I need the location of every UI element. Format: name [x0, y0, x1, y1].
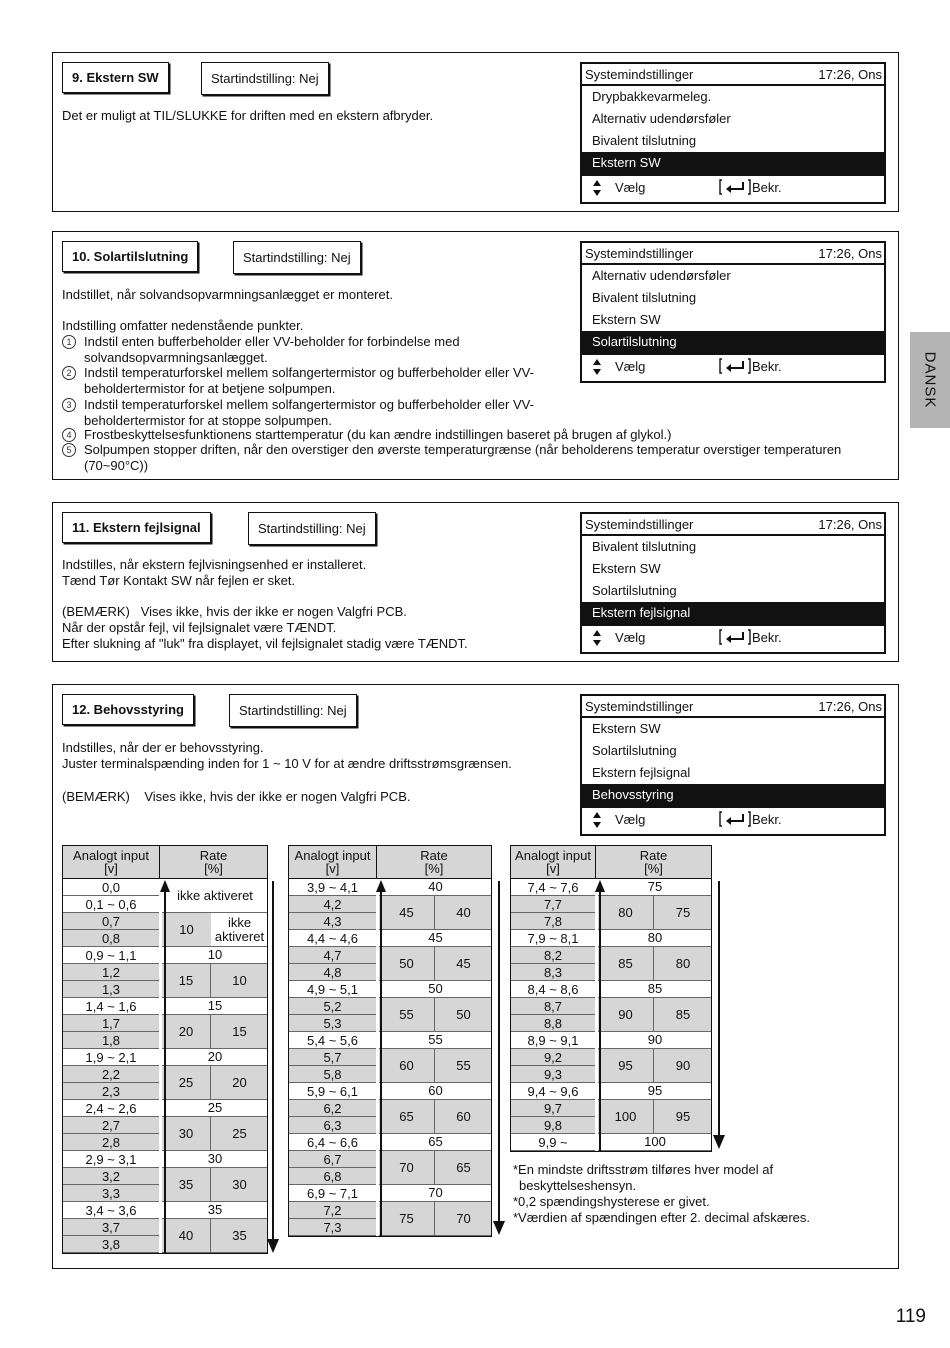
input-cell: 9,7	[511, 1100, 595, 1117]
header-line: Analogt input	[294, 848, 371, 863]
rate-down-value: 60	[435, 1100, 492, 1134]
input-cell: 3,9 ~ 4,1	[289, 879, 376, 896]
input-cell: 8,2	[511, 947, 595, 964]
rate-flat-value: 90	[598, 1032, 712, 1049]
input-cell: 8,9 ~ 9,1	[511, 1032, 595, 1049]
lcd-footer	[582, 806, 884, 830]
lcd-menu-item-selected: Solartilslutning	[582, 331, 884, 353]
rate-up-value: 65	[379, 1100, 435, 1134]
rate-flat-value: 85	[598, 981, 712, 998]
lcd-clock: 17:26, Ons	[818, 245, 882, 261]
rate-up-value: 10	[162, 913, 211, 947]
language-label: DANSK	[921, 351, 939, 409]
rate-up-value: 20	[162, 1015, 211, 1049]
input-cell: 9,2	[511, 1049, 595, 1066]
lcd-title: Systemindstillinger	[585, 66, 694, 82]
input-cell: 5,2	[289, 998, 376, 1015]
column-header-rate	[159, 845, 268, 879]
input-cell: 6,9 ~ 7,1	[289, 1185, 376, 1202]
input-cell: 3,7	[63, 1219, 159, 1236]
rate-down-value: 65	[435, 1151, 492, 1185]
rate-up-value: 30	[162, 1117, 211, 1151]
rate-down-value: 20	[211, 1066, 268, 1100]
input-cell: 6,2	[289, 1100, 376, 1117]
input-cell: 1,9 ~ 2,1	[63, 1049, 159, 1066]
up-arrow-icon	[160, 880, 170, 892]
section-ekstern-fejlsignal	[52, 502, 899, 662]
up-arrow-line	[380, 887, 382, 1236]
lcd-screen	[580, 62, 886, 204]
confirm-label: Bekr.	[752, 359, 782, 374]
up-down-arrows-icon	[592, 358, 602, 376]
input-cell: 6,7	[289, 1151, 376, 1168]
rate-flat-value: 100	[598, 1134, 712, 1151]
input-cell: 9,8	[511, 1117, 595, 1134]
rate-flat-value: 25	[162, 1100, 268, 1117]
section-ekstern-sw	[52, 52, 899, 212]
input-cell: 2,7	[63, 1117, 159, 1134]
up-arrow-icon	[595, 880, 605, 892]
lcd-header	[582, 243, 884, 265]
description-text: Når der opstår fejl, vil fejlsignalet være TÆNDT.	[62, 620, 337, 635]
lcd-title: Systemindstillinger	[585, 516, 694, 532]
note-text: (BEMÆRK) Vises ikke, hvis der ikke er nogen Valgfri PCB.	[62, 789, 411, 804]
input-cell: 1,4 ~ 1,6	[63, 998, 159, 1015]
rate-flat-value: 10	[162, 947, 268, 964]
item-text: Solpumpen stopper driften, når den overstiger den øverste temperaturgrænse (når beholderens temperatur overstiger temperaturen	[84, 442, 842, 457]
lcd-clock: 17:26, Ons	[818, 698, 882, 714]
lcd-menu-item: Solartilslutning	[592, 583, 677, 598]
item-number: 1	[62, 335, 76, 349]
rate-down-value: 95	[654, 1100, 712, 1134]
default-setting-box: Startindstilling: Nej	[248, 512, 376, 545]
header-line: Rate	[639, 848, 668, 863]
input-cell: 8,4 ~ 8,6	[511, 981, 595, 998]
section-behovsstyring	[52, 684, 899, 1269]
lcd-screen	[580, 694, 886, 836]
lcd-menu-item: Bivalent tilslutning	[592, 290, 697, 305]
input-cell: 0,1 ~ 0,6	[63, 896, 159, 913]
confirm-label: Bekr.	[752, 180, 782, 195]
input-cell: 1,3	[63, 981, 159, 998]
rate-disabled-label: ikke aktiveret	[162, 879, 268, 913]
input-cell: 7,9 ~ 8,1	[511, 930, 595, 947]
rate-up-value: 40	[162, 1219, 211, 1253]
rate-flat-value: 55	[379, 1032, 492, 1049]
rate-flat-value: 75	[598, 879, 712, 896]
header-line: Rate	[420, 848, 448, 863]
input-cell: 2,8	[63, 1134, 159, 1151]
input-cell: 0,7	[63, 913, 159, 930]
rate-flat-value: 30	[162, 1151, 268, 1168]
rate-down-value: 25	[211, 1117, 268, 1151]
input-cell: 4,7	[289, 947, 376, 964]
rate-flat-value: 35	[162, 1202, 268, 1219]
header-line: [%]	[204, 861, 223, 876]
rate-up-value: 15	[162, 964, 211, 998]
down-arrow-icon	[489, 881, 509, 1237]
lcd-menu-item: Alternativ udendørsføler	[592, 268, 731, 283]
description-text: Juster terminalspænding inden for 1 ~ 10 V for at ændre driftsstrømsgrænsen.	[62, 756, 512, 771]
input-cell: 4,8	[289, 964, 376, 981]
input-cell: 6,3	[289, 1117, 376, 1134]
rate-down-value	[211, 913, 268, 947]
input-cell: 2,9 ~ 3,1	[63, 1151, 159, 1168]
lcd-footer	[582, 624, 884, 648]
input-cell: 7,4 ~ 7,6	[511, 879, 595, 896]
input-cell: 0,8	[63, 930, 159, 947]
footnote-text: *Værdien af spændingen efter 2. decimal afskæres.	[513, 1210, 810, 1225]
rate-table-2	[288, 845, 492, 1237]
rate-flat-value: 45	[379, 930, 492, 947]
rate-flat-value: 65	[379, 1134, 492, 1151]
rate-flat-value: 60	[379, 1083, 492, 1100]
input-cell: 4,9 ~ 5,1	[289, 981, 376, 998]
input-cell: 2,2	[63, 1066, 159, 1083]
rate-flat-value: 95	[598, 1083, 712, 1100]
rate-down-value: 70	[435, 1202, 492, 1236]
input-cell: 9,4 ~ 9,6	[511, 1083, 595, 1100]
item-number: 4	[62, 428, 76, 442]
lcd-header	[582, 64, 884, 86]
item-text: Indstil temperaturforskel mellem solfangertermistor og bufferbeholder eller VV-	[84, 365, 534, 380]
up-arrow-line	[599, 887, 601, 1151]
rate-up-value: 60	[379, 1049, 435, 1083]
page-number: 119	[895, 1306, 926, 1327]
lcd-menu-item-selected: Ekstern fejlsignal	[582, 602, 884, 624]
item-number: 2	[62, 366, 76, 380]
confirm-label: Bekr.	[752, 630, 782, 645]
rate-down-value: 90	[654, 1049, 712, 1083]
item-text: Frostbeskyttelsesfunktionens starttemperatur (du kan ændre indstillingen baseret på brugen af glykol.)	[84, 427, 672, 442]
lcd-menu-item-selected: Ekstern SW	[582, 152, 884, 174]
input-cell: 5,7	[289, 1049, 376, 1066]
lcd-screen	[580, 241, 886, 383]
lcd-menu-item: Ekstern SW	[592, 721, 661, 736]
enter-key-icon	[719, 811, 751, 827]
column-header-input	[510, 845, 596, 879]
input-cell: 3,8	[63, 1236, 159, 1253]
input-cell: 9,3	[511, 1066, 595, 1083]
footnote-text: *0,2 spændingshysterese er givet.	[513, 1194, 710, 1209]
rate-flat-value: 20	[162, 1049, 268, 1066]
input-cell: 7,3	[289, 1219, 376, 1236]
description-text: Det er muligt at TIL/SLUKKE for driften med en ekstern afbryder.	[62, 108, 434, 123]
column-header-input	[288, 845, 377, 879]
input-cell: 7,8	[511, 913, 595, 930]
column-header-rate	[595, 845, 712, 879]
footnote-text: *En mindste driftsstrøm tilføres hver model af	[513, 1162, 774, 1177]
header-line: Rate	[199, 848, 228, 863]
down-arrow-icon	[263, 881, 283, 1255]
rate-up-value: 90	[598, 998, 654, 1032]
item-number: 3	[62, 398, 76, 412]
up-down-arrows-icon	[592, 179, 602, 197]
footnote-text: beskyttelseshensyn.	[519, 1178, 637, 1193]
rate-up-value: 25	[162, 1066, 211, 1100]
rate-down-value: 15	[211, 1015, 268, 1049]
lcd-menu-item: Ekstern SW	[592, 561, 661, 576]
confirm-label: Bekr.	[752, 812, 782, 827]
lcd-clock: 17:26, Ons	[818, 66, 882, 82]
lcd-footer	[582, 174, 884, 198]
rate-down-value: 40	[435, 896, 492, 930]
item-text: solvandsopvarmningsanlægget.	[84, 350, 268, 365]
description-text: Tænd Tør Kontakt SW når fejlen er sket.	[62, 573, 296, 588]
rate-down-value: 80	[654, 947, 712, 981]
rate-up-value: 45	[379, 896, 435, 930]
lcd-menu-item: Ekstern SW	[592, 312, 661, 327]
lcd-clock: 17:26, Ons	[818, 516, 882, 532]
input-cell: 2,4 ~ 2,6	[63, 1100, 159, 1117]
up-arrow-icon	[376, 880, 386, 892]
input-cell: 4,3	[289, 913, 376, 930]
rate-down-value: 50	[435, 998, 492, 1032]
rate-flat-value: 80	[598, 930, 712, 947]
description-text: Indstillet, når solvandsopvarmningsanlægget er monteret.	[62, 287, 393, 302]
note-text: (BEMÆRK) Vises ikke, hvis der ikke er nogen Valgfri PCB.	[62, 604, 407, 619]
section-heading: 10. Solartilslutning	[62, 241, 198, 272]
input-cell: 5,8	[289, 1066, 376, 1083]
input-cell: 2,3	[63, 1083, 159, 1100]
default-setting-box: Startindstilling: Nej	[233, 241, 361, 274]
lcd-menu-item: Bivalent tilslutning	[592, 539, 697, 554]
select-label: Vælg	[615, 359, 646, 374]
input-cell: 4,4 ~ 4,6	[289, 930, 376, 947]
default-setting-box: Startindstilling: Nej	[229, 694, 357, 727]
input-cell: 5,4 ~ 5,6	[289, 1032, 376, 1049]
section-solartilslutning	[52, 231, 899, 480]
up-down-arrows-icon	[592, 811, 602, 829]
input-cell: 7,2	[289, 1202, 376, 1219]
input-cell: 5,3	[289, 1015, 376, 1032]
up-arrow-line	[164, 887, 166, 1253]
rate-down-value: 75	[654, 896, 712, 930]
header-line: [v]	[104, 861, 118, 876]
description-text: Indstilles, når der er behovsstyring.	[62, 740, 264, 755]
lcd-header	[582, 696, 884, 718]
rate-up-value: 100	[598, 1100, 654, 1134]
description-text: Indstilles, når ekstern fejlvisningsenhed er installeret.	[62, 557, 367, 572]
column-header-input	[62, 845, 160, 879]
section-heading: 12. Behovsstyring	[62, 694, 194, 725]
enter-key-icon	[719, 358, 751, 374]
input-cell: 6,4 ~ 6,6	[289, 1134, 376, 1151]
input-cell: 1,7	[63, 1015, 159, 1032]
rate-text-line: aktiveret	[214, 928, 265, 944]
input-cell: 8,8	[511, 1015, 595, 1032]
input-cell: 6,8	[289, 1168, 376, 1185]
header-line: [%]	[424, 861, 444, 876]
lcd-menu-item: Drypbakkevarmeleg.	[592, 89, 712, 104]
rate-down-value: 35	[211, 1219, 268, 1253]
rate-up-value: 35	[162, 1168, 211, 1202]
input-cell: 0,9 ~ 1,1	[63, 947, 159, 964]
rate-table-1	[62, 845, 268, 1254]
lcd-screen	[580, 512, 886, 654]
rate-down-value: 30	[211, 1168, 268, 1202]
lcd-menu-item: Ekstern fejlsignal	[592, 765, 691, 780]
item-text: Indstil temperaturforskel mellem solfangertermistor og bufferbeholder eller VV-	[84, 397, 534, 412]
rate-up-value: 70	[379, 1151, 435, 1185]
input-cell: 4,2	[289, 896, 376, 913]
rate-up-value: 75	[379, 1202, 435, 1236]
input-cell: 1,2	[63, 964, 159, 981]
lcd-menu-item: Solartilslutning	[592, 743, 677, 758]
header-line: Analogt input	[73, 848, 149, 863]
rate-flat-value: 40	[379, 879, 492, 896]
rate-up-value: 95	[598, 1049, 654, 1083]
rate-up-value: 85	[598, 947, 654, 981]
lcd-menu-item: Bivalent tilslutning	[592, 133, 697, 148]
description-text: Indstilling omfatter nedenstående punkter.	[62, 318, 304, 333]
item-text: beholdertermistor for at betjene solpumpen.	[84, 381, 336, 396]
column-header-rate	[376, 845, 492, 879]
input-cell: 8,7	[511, 998, 595, 1015]
input-cell: 8,3	[511, 964, 595, 981]
rate-down-value: 85	[654, 998, 712, 1032]
header-line: Analogt input	[515, 848, 591, 863]
input-cell: 0,0	[63, 879, 159, 896]
input-cell: 3,3	[63, 1185, 159, 1202]
select-label: Vælg	[615, 630, 646, 645]
select-label: Vælg	[615, 812, 646, 827]
rate-flat-value: 15	[162, 998, 268, 1015]
lcd-title: Systemindstillinger	[585, 245, 694, 261]
lcd-title: Systemindstillinger	[585, 698, 694, 714]
input-cell: 5,9 ~ 6,1	[289, 1083, 376, 1100]
header-line: [v]	[546, 861, 560, 876]
down-arrow-icon	[709, 881, 729, 1151]
input-cell: 3,2	[63, 1168, 159, 1185]
rate-down-value: 55	[435, 1049, 492, 1083]
input-cell: 9,9 ~	[511, 1134, 595, 1151]
rate-text-line: ikke	[227, 914, 252, 930]
rate-flat-value: 50	[379, 981, 492, 998]
rate-down-value: 10	[211, 964, 268, 998]
description-text: Efter slukning af "luk" fra displayet, vil fejlsignalet stadig være TÆNDT.	[62, 636, 468, 651]
default-setting-box: Startindstilling: Nej	[201, 62, 329, 95]
enter-key-icon	[719, 629, 751, 645]
input-cell: 3,4 ~ 3,6	[63, 1202, 159, 1219]
header-line: [v]	[325, 861, 340, 876]
rate-down-value: 45	[435, 947, 492, 981]
lcd-menu-item-selected: Behovsstyring	[582, 784, 884, 806]
enter-key-icon	[719, 179, 751, 195]
rate-up-value: 80	[598, 896, 654, 930]
item-text: Indstil enten bufferbeholder eller VV-beholder for forbindelse med	[84, 334, 460, 349]
up-down-arrows-icon	[592, 629, 602, 647]
input-cell: 1,8	[63, 1032, 159, 1049]
input-cell: 7,7	[511, 896, 595, 913]
rate-up-value: 50	[379, 947, 435, 981]
language-tab	[910, 332, 950, 428]
lcd-footer	[582, 353, 884, 377]
lcd-menu-item: Alternativ udendørsføler	[592, 111, 731, 126]
lcd-header	[582, 514, 884, 536]
section-heading: 11. Ekstern fejlsignal	[62, 512, 211, 543]
section-heading: 9. Ekstern SW	[62, 62, 169, 93]
select-label: Vælg	[615, 180, 646, 195]
item-text: beholdertermistor for at stoppe solpumpen.	[84, 413, 332, 428]
rate-table-3	[510, 845, 712, 1152]
header-line: [%]	[644, 861, 663, 876]
item-text: (70~90°C))	[84, 458, 149, 473]
rate-flat-value: 70	[379, 1185, 492, 1202]
item-number: 5	[62, 443, 76, 457]
rate-up-value: 55	[379, 998, 435, 1032]
